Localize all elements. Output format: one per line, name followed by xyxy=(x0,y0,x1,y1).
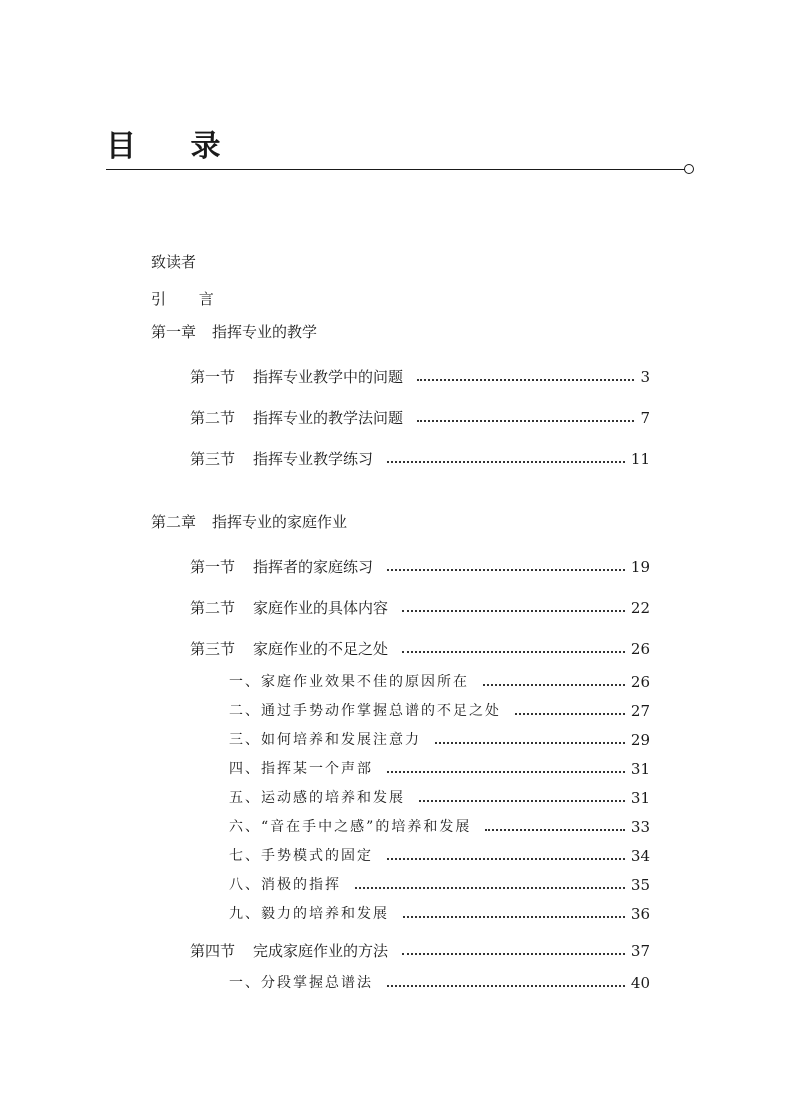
toc-subitem[interactable] xyxy=(229,844,650,868)
dot-leader xyxy=(387,985,625,987)
toc-subitem[interactable] xyxy=(229,902,650,926)
dot-leader xyxy=(402,651,625,653)
toc-page-number: 11 xyxy=(630,450,650,468)
toc-subitem-label: 一、分段掌握总谱法 xyxy=(229,975,373,991)
toc-front-label: 引 言 xyxy=(151,290,228,308)
dot-leader xyxy=(387,461,625,463)
toc-subitem-label: 六、“音在手中之感”的培养和发展 xyxy=(229,819,472,835)
toc-page-number: 36 xyxy=(630,905,650,923)
toc-section[interactable] xyxy=(190,555,650,579)
toc-chapter-1[interactable] xyxy=(151,320,317,344)
toc-subitem[interactable] xyxy=(229,873,650,897)
toc-page-number: 19 xyxy=(630,558,650,576)
toc-section[interactable] xyxy=(190,447,650,471)
toc-page-number: 37 xyxy=(630,942,650,960)
toc-subitem[interactable] xyxy=(229,757,650,781)
toc-subitem-label: 一、家庭作业效果不佳的原因所在 xyxy=(229,674,469,690)
toc-section-title: 家庭作业的具体内容 xyxy=(253,599,389,617)
toc-subitem[interactable] xyxy=(229,786,650,810)
toc-section-title: 完成家庭作业的方法 xyxy=(253,942,389,960)
toc-front-introduction[interactable] xyxy=(151,287,228,311)
toc-subitem-label: 八、消极的指挥 xyxy=(229,877,341,893)
toc-section-number: 第四节 xyxy=(190,942,236,960)
toc-chapter-title: 指挥专业的家庭作业 xyxy=(212,513,348,531)
toc-subitem-label: 二、通过手势动作掌握总谱的不足之处 xyxy=(229,703,501,719)
toc-page-number: 3 xyxy=(640,368,650,386)
toc-page-number: 29 xyxy=(630,731,650,749)
toc-section-number: 第三节 xyxy=(190,640,236,658)
page-title: 目 录 xyxy=(106,129,243,164)
toc-section[interactable] xyxy=(190,365,650,389)
toc-section-number: 第一节 xyxy=(190,558,236,576)
dot-leader xyxy=(387,569,625,571)
title-ornament-circle xyxy=(684,164,694,174)
toc-page-number: 26 xyxy=(630,640,650,658)
toc-front-label: 致读者 xyxy=(151,253,197,271)
dot-leader xyxy=(403,916,625,918)
toc-page-number: 27 xyxy=(630,702,650,720)
toc-section-title: 指挥专业教学练习 xyxy=(253,450,374,468)
dot-leader xyxy=(387,771,625,773)
toc-page-number: 40 xyxy=(630,974,650,992)
toc-chapter-title: 指挥专业的教学 xyxy=(212,323,318,341)
toc-page-number: 34 xyxy=(630,847,650,865)
dot-leader xyxy=(485,829,625,831)
toc-subitem[interactable] xyxy=(229,699,650,723)
dot-leader xyxy=(387,858,625,860)
toc-subitem[interactable] xyxy=(229,815,650,839)
toc-subitem[interactable] xyxy=(229,670,650,694)
toc-section-title: 指挥专业的教学法问题 xyxy=(253,409,404,427)
dot-leader xyxy=(402,953,625,955)
dot-leader xyxy=(515,713,625,715)
toc-section-number: 第三节 xyxy=(190,450,236,468)
title-rule xyxy=(106,169,686,170)
toc-chapter-2[interactable] xyxy=(151,510,347,534)
toc-section-title: 指挥者的家庭练习 xyxy=(253,558,374,576)
toc-section[interactable] xyxy=(190,406,650,430)
dot-leader xyxy=(417,420,634,422)
toc-page-number: 7 xyxy=(640,409,650,427)
toc-section-number: 第二节 xyxy=(190,599,236,617)
toc-subitem[interactable] xyxy=(229,971,650,995)
dot-leader xyxy=(417,379,634,381)
dot-leader xyxy=(483,684,625,686)
dot-leader xyxy=(355,887,625,889)
toc-page-number: 33 xyxy=(630,818,650,836)
toc-page-number: 31 xyxy=(630,760,650,778)
toc-subitem-label: 三、如何培养和发展注意力 xyxy=(229,732,421,748)
toc-page-number: 31 xyxy=(630,789,650,807)
toc-section-title: 指挥专业教学中的问题 xyxy=(253,368,404,386)
toc-section[interactable] xyxy=(190,596,650,620)
toc-section[interactable] xyxy=(190,637,650,661)
toc-chapter-number: 第二章 xyxy=(151,513,197,531)
toc-section[interactable] xyxy=(190,939,650,963)
toc-subitem[interactable] xyxy=(229,728,650,752)
toc-subitem-label: 七、手势模式的固定 xyxy=(229,848,373,864)
toc-section-number: 第二节 xyxy=(190,409,236,427)
toc-subitem-label: 五、运动感的培养和发展 xyxy=(229,790,405,806)
toc-page-number: 26 xyxy=(630,673,650,691)
toc-subitem-label: 九、毅力的培养和发展 xyxy=(229,906,389,922)
toc-chapter-number: 第一章 xyxy=(151,323,197,341)
dot-leader xyxy=(402,610,625,612)
toc-page-number: 22 xyxy=(630,599,650,617)
toc-front-to-reader[interactable] xyxy=(151,250,196,274)
toc-page-number: 35 xyxy=(630,876,650,894)
dot-leader xyxy=(419,800,625,802)
dot-leader xyxy=(435,742,625,744)
toc-section-number: 第一节 xyxy=(190,368,236,386)
toc-subitem-label: 四、指挥某一个声部 xyxy=(229,761,373,777)
toc-section-title: 家庭作业的不足之处 xyxy=(253,640,389,658)
